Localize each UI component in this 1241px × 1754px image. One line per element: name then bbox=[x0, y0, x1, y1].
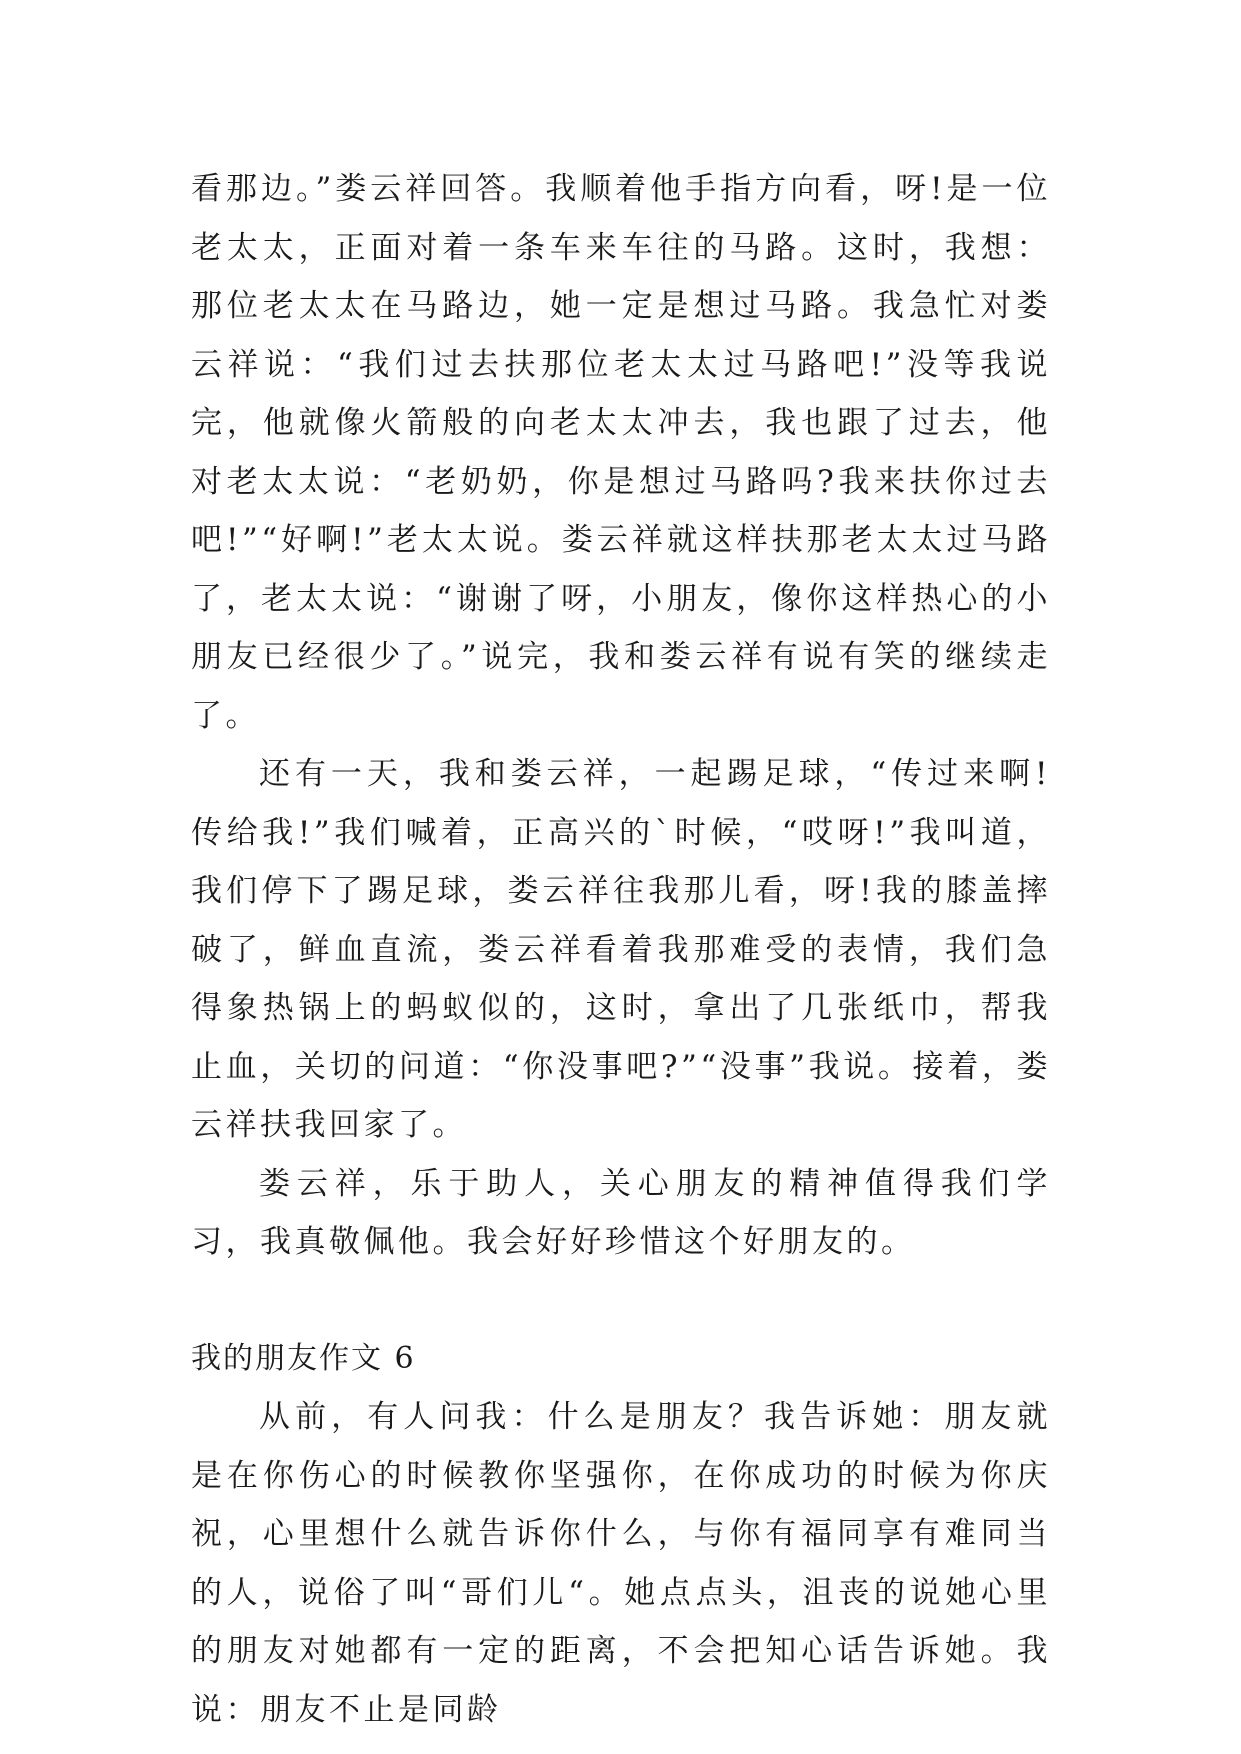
paragraph-what-is-friend: 从前，有人问我：什么是朋友？我告诉她：朋友就是在你伤心的时候教你坚强你，在你成功的时候为你庆祝，心里想什么就告诉你什么，与你有福同享有难同当的人，说俗了叫“哥们儿“。她点点头，沮丧的说她心里的朋友对她都有一定的距离，不会把知心话告诉她。我说：朋友不止是同龄 bbox=[191, 1399, 1051, 1728]
section-title: 我的朋友作文 6 bbox=[191, 1340, 416, 1376]
document-body bbox=[191, 160, 1051, 1739]
paragraph-continued: 看那边。”娄云祥回答。我顺着他手指方向看，呀!是一位老太太，正面对着一条车来车往的马路。这时，我想：那位老太太在马路边，她一定是想过马路。我急忙对娄云祥说：“我们过去扶那位老太太过马路吧!”没等我说完，他就像火箭般的向老太太冲去，我也跟了过去，他对老太太说：“老奶奶，你是想过马路吗?我来扶你过去吧!”“好啊!”老太太说。娄云祥就这样扶那老太太过马路了，老太太说：“谢谢了呀，小朋友，像你这样热心的小朋友已经很少了。”说完，我和娄云祥有说有笑的继续走了。 bbox=[191, 171, 1051, 734]
paragraph-conclusion: 娄云祥，乐于助人，关心朋友的精神值得我们学习，我真敬佩他。我会好好珍惜这个好朋友的。 bbox=[191, 1165, 1051, 1260]
paragraph-football: 还有一天，我和娄云祥，一起踢足球，“传过来啊!传给我!”我们喊着，正高兴的`时候，“哎呀!”我叫道，我们停下了踢足球，娄云祥往我那儿看，呀!我的膝盖摔破了，鲜血直流，娄云祥看着我那难受的表情，我们急得象热锅上的蚂蚁似的，这时，拿出了几张纸巾，帮我止血，关切的问道：“你没事吧?”“没事”我说。接着，娄云祥扶我回家了。 bbox=[191, 756, 1051, 1143]
section-spacer bbox=[191, 1272, 1051, 1330]
